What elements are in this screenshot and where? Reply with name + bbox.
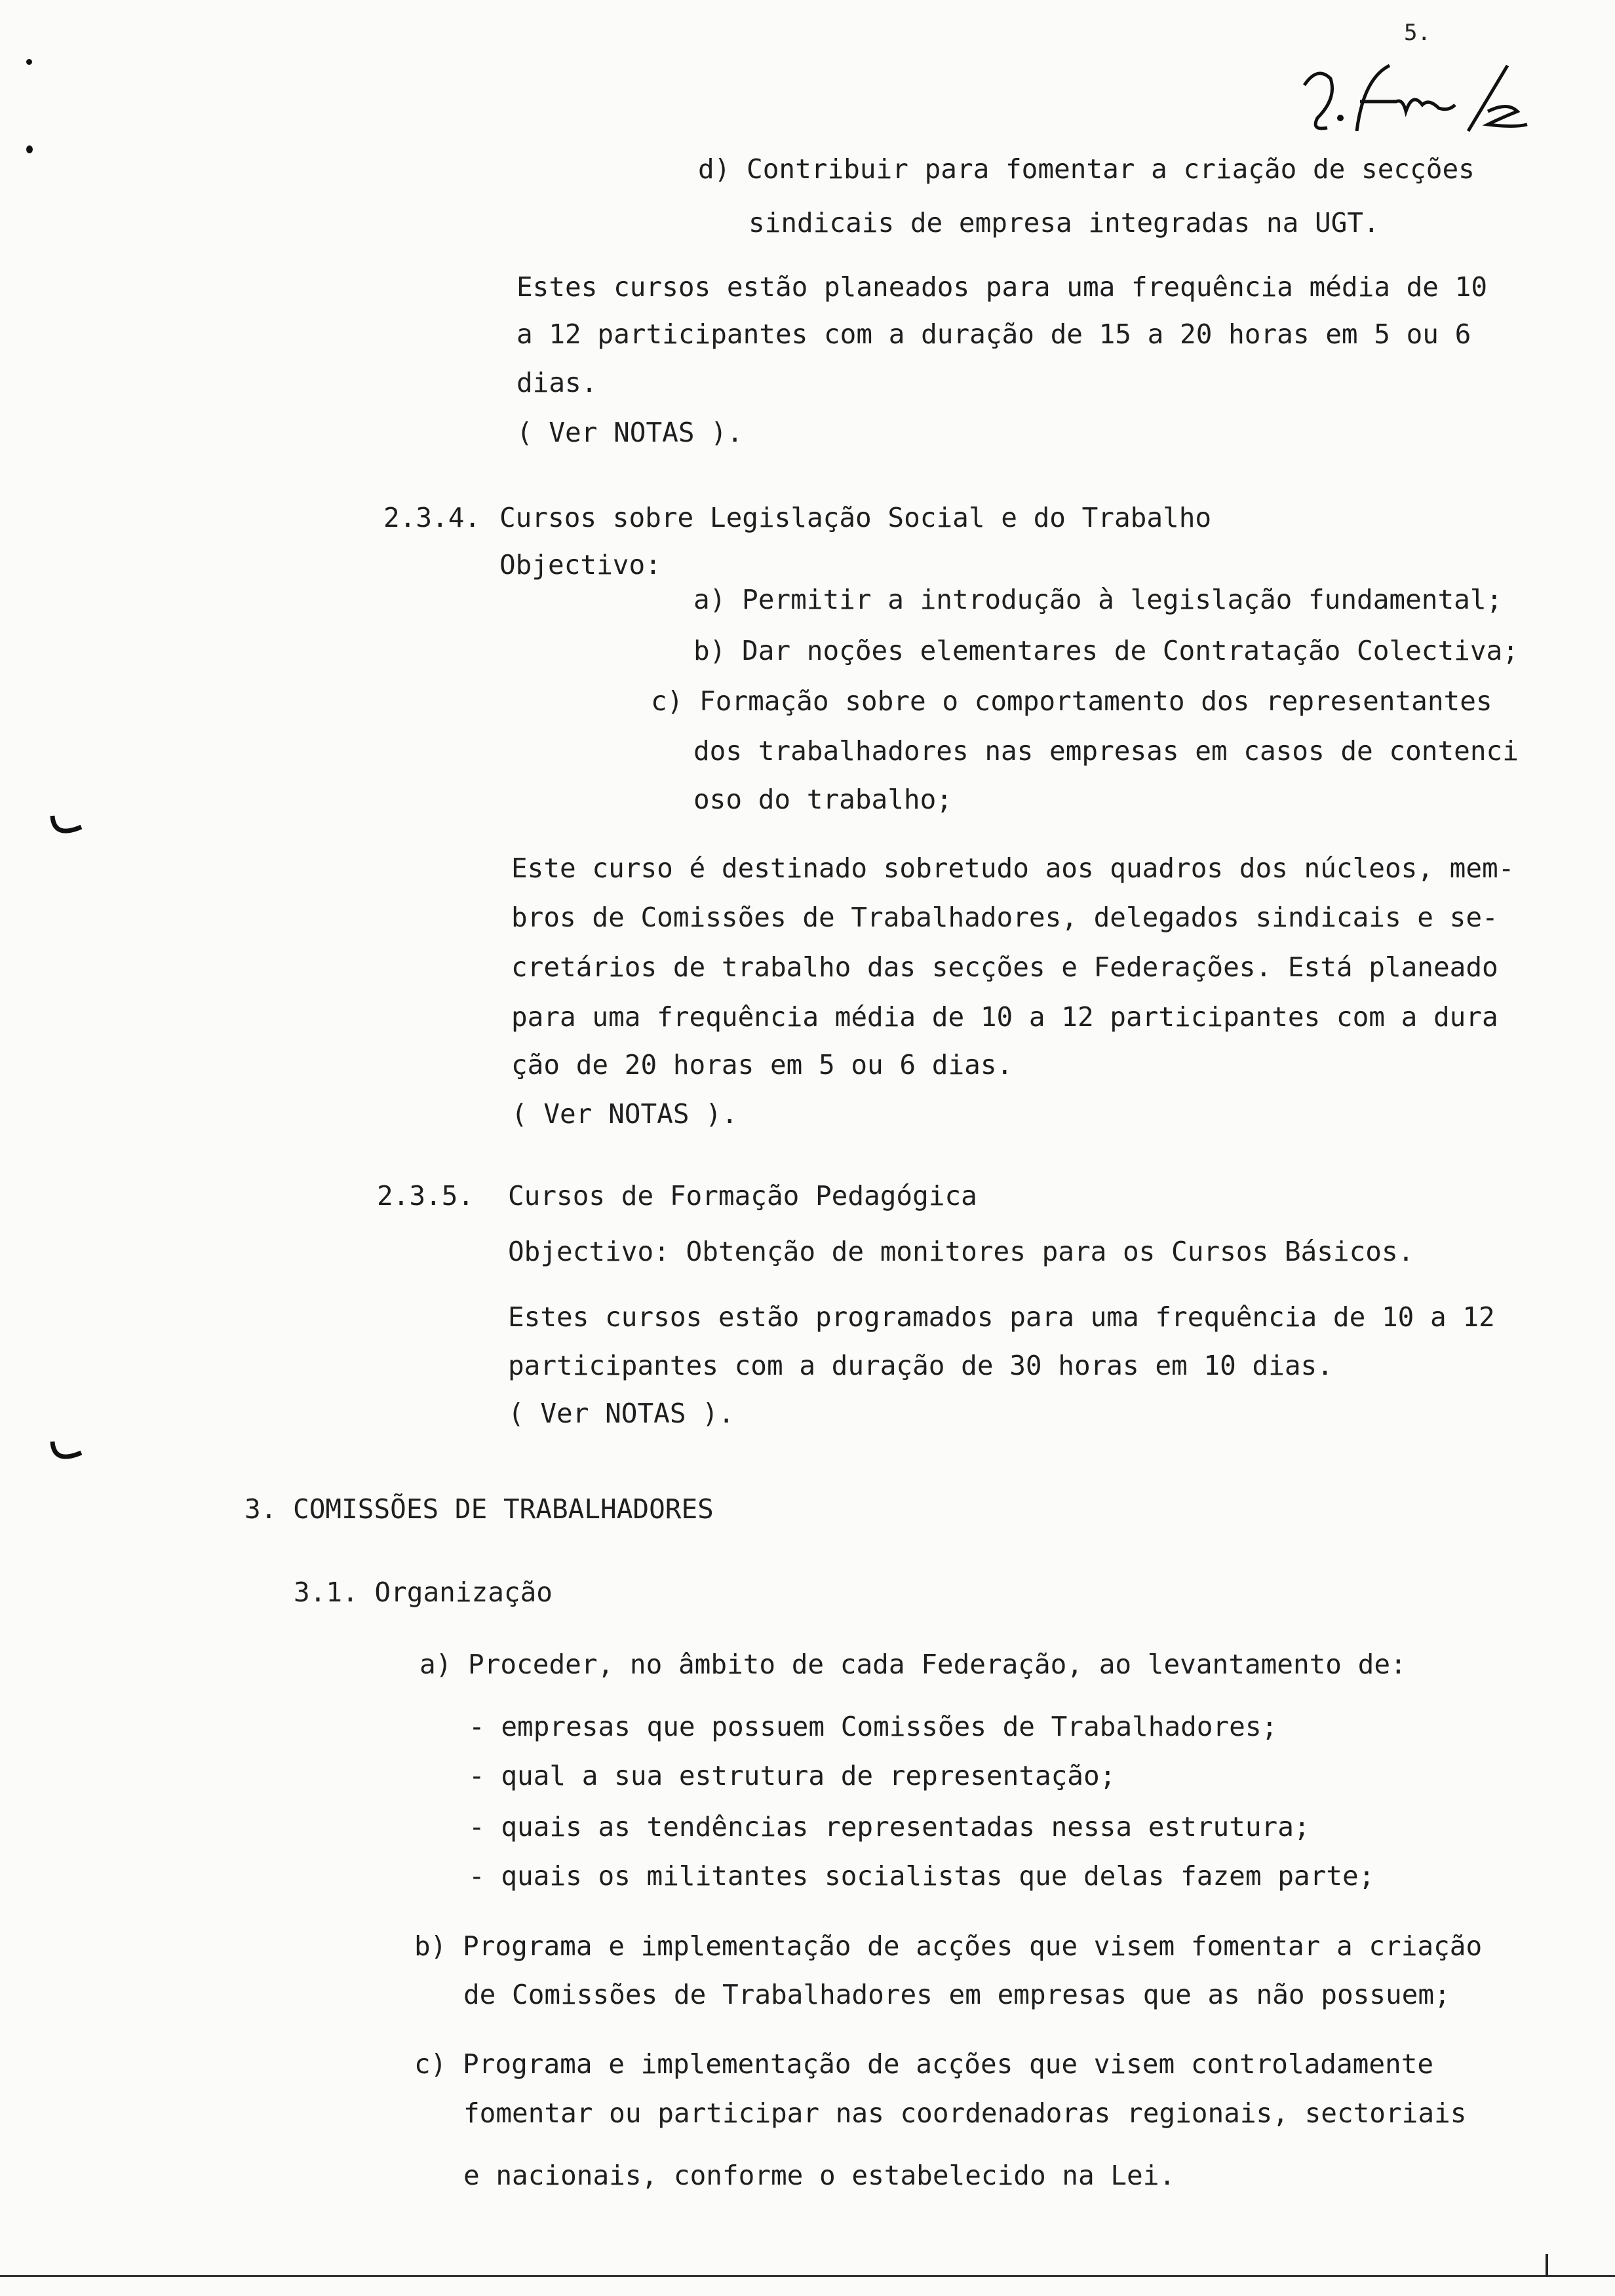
- list-item: b) Dar noções elementares de Contratação Colectiva;: [693, 635, 1519, 666]
- text-line: cretários de trabalho das secções e Federações. Está planeado: [511, 951, 1498, 983]
- list-item: - quais os militantes socialistas que delas fazem parte;: [469, 1860, 1375, 1892]
- notes-reference: ( Ver NOTAS ).: [511, 1098, 738, 1130]
- list-item: a) Proceder, no âmbito de cada Federação, ao levantamento de:: [419, 1649, 1407, 1680]
- notes-reference: ( Ver NOTAS ).: [508, 1398, 735, 1429]
- text-line: dos trabalhadores nas empresas em casos de contenci: [693, 735, 1519, 767]
- text-line: oso do trabalho;: [693, 784, 952, 815]
- list-item: a) Permitir a introdução à legislação fundamental;: [693, 584, 1503, 615]
- text-line: fomentar ou participar nas coordenadoras regionais, sectoriais: [463, 2097, 1467, 2129]
- subsection-title: 3.1. Organização: [294, 1577, 553, 1608]
- list-item: b) Programa e implementação de acções que visem fomentar a criação: [414, 1930, 1483, 1962]
- section-title: Cursos de Formação Pedagógica: [508, 1180, 977, 1212]
- list-item: - qual a sua estrutura de representação;: [469, 1760, 1116, 1791]
- list-item: - empresas que possuem Comissões de Trabalhadores;: [469, 1711, 1278, 1742]
- text-line: bros de Comissões de Trabalhadores, delegados sindicais e se-: [511, 902, 1498, 933]
- handwritten-signature: [1291, 39, 1534, 151]
- section-title: Cursos sobre Legislação Social e do Trabalho: [499, 502, 1212, 533]
- text-line: Este curso é destinado sobretudo aos quadros dos núcleos, mem-: [511, 852, 1515, 884]
- text-line: sindicais de empresa integradas na UGT.: [749, 207, 1380, 239]
- text-line: para uma frequência média de 10 a 12 participantes com a dura: [511, 1001, 1498, 1033]
- text-line: Objectivo:: [499, 549, 661, 581]
- section-number: 2.3.5.: [377, 1180, 475, 1212]
- binder-hole-mark: [47, 1438, 87, 1471]
- punch-dot: [26, 59, 32, 65]
- section-title: 3. COMISSÕES DE TRABALHADORES: [244, 1493, 714, 1525]
- text-line: a 12 participantes com a duração de 15 a 20 horas em 5 ou 6: [516, 318, 1471, 350]
- text-line: dias.: [516, 367, 598, 398]
- text-line: ção de 20 horas em 5 ou 6 dias.: [511, 1049, 1013, 1081]
- edge-mark: [1546, 2254, 1548, 2276]
- punch-dot: [26, 145, 33, 153]
- text-line: Objectivo: Obtenção de monitores para os Cursos Básicos.: [508, 1236, 1414, 1267]
- page-bottom-edge: [0, 2275, 1615, 2277]
- list-item: c) Formação sobre o comportamento dos representantes: [651, 685, 1492, 717]
- text-line: de Comissões de Trabalhadores em empresas que as não possuem;: [463, 1979, 1450, 2010]
- binder-hole-mark: [47, 813, 87, 845]
- section-number: 2.3.4.: [383, 502, 481, 533]
- text-line: Estes cursos estão planeados para uma frequência média de 10: [516, 271, 1488, 303]
- page-number: 5.: [1404, 20, 1431, 46]
- list-item: c) Programa e implementação de acções que visem controladamente: [414, 2048, 1434, 2080]
- text-line: Estes cursos estão programados para uma frequência de 10 a 12: [508, 1301, 1495, 1333]
- text-line: d) Contribuir para fomentar a criação de secções: [698, 153, 1475, 185]
- notes-reference: ( Ver NOTAS ).: [516, 417, 743, 448]
- text-line: e nacionais, conforme o estabelecido na Lei.: [463, 2160, 1176, 2191]
- list-item: - quais as tendências representadas nessa estrutura;: [469, 1811, 1310, 1843]
- text-line: participantes com a duração de 30 horas em 10 dias.: [508, 1350, 1333, 1381]
